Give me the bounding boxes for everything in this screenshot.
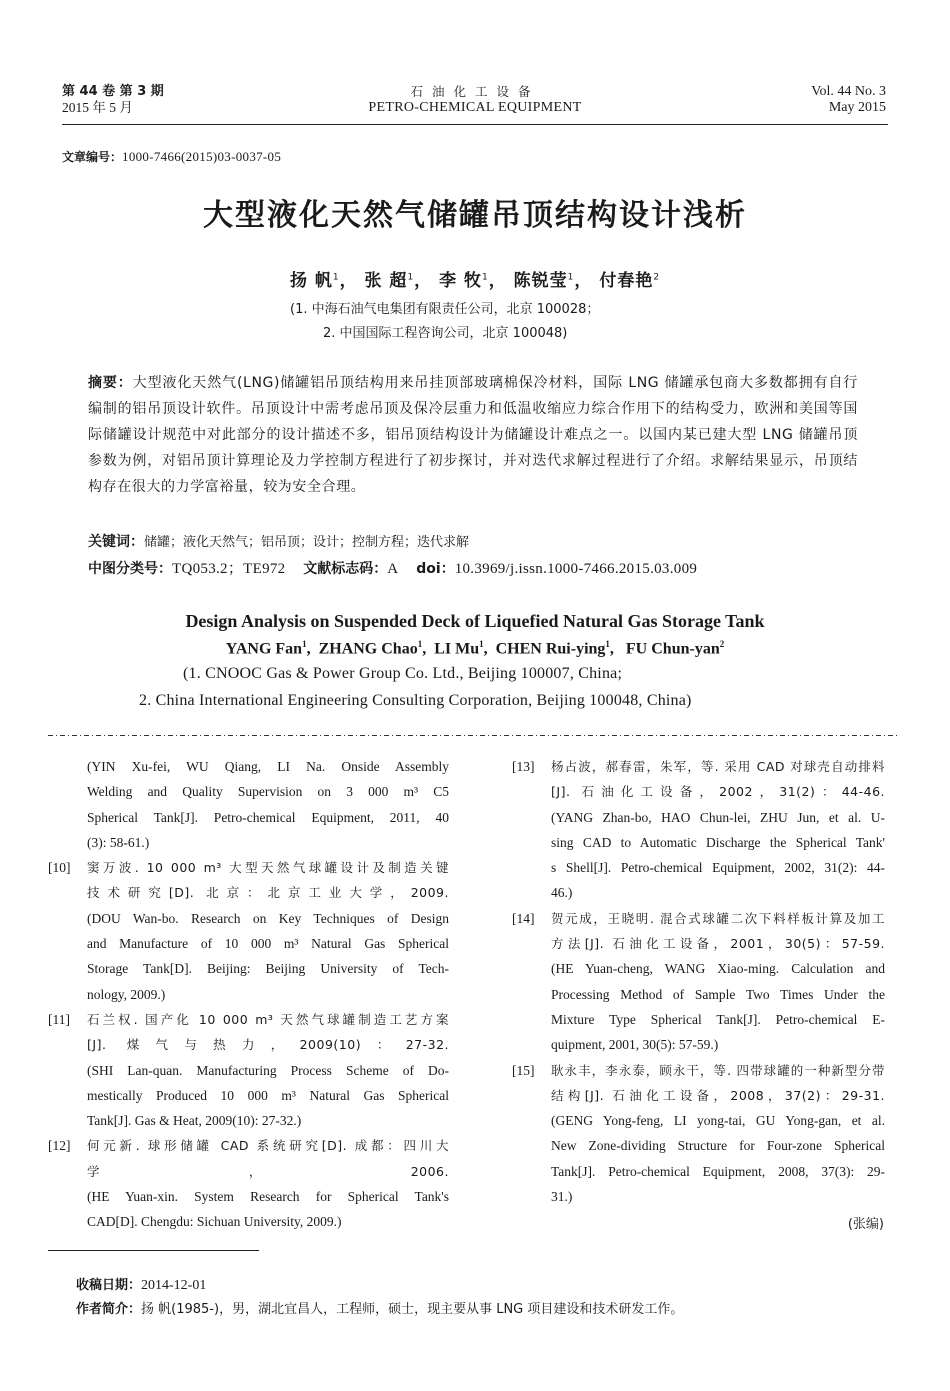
received-label: 收稿日期： [76,1278,142,1293]
reference-line: (DOU Wan-bo. Research on Key Techniques of Design [87,910,449,926]
reference-line: 技术研究[D]. 北京：北京工业大学，2009. [87,885,449,901]
author-aff-mark: 1 [482,272,489,283]
doi-value: 10.3969/j.issn.1000-7466.2015.03.009 [454,561,698,577]
reference-line: New Zone-dividing Structure for Four-zone Spherical [551,1138,885,1154]
reference-line: [J]. 煤气与热力，2009(10)：27-32. [87,1037,449,1053]
reference-line: sing CAD to Automatic Discharge the Spherical Tank' [551,834,885,850]
reference-number: [14] [512,910,535,926]
english-affiliation-2: 2. China International Engineering Consulting Corporation, Beijing 100048, China) [139,692,692,709]
article-number-value: 1000-7466(2015)03-0037-05 [122,149,282,164]
english-author-name: LI Mu [434,640,480,658]
clc-label: 中图分类号： [88,561,172,577]
keywords-label: 关键词： [88,534,144,550]
received-date [76,1274,206,1294]
article-number-label: 文章编号： [62,150,123,164]
author-bio-label: 作者简介： [76,1302,142,1317]
abstract-label: 摘要： [88,375,133,391]
reference-line: 学，2006. [87,1163,449,1179]
reference-line: 结构[J]. 石油化工设备，2008，37(2)：29-31. [551,1087,885,1103]
doc-code-label: 文献标志码： [303,561,388,577]
reference-line: 贺元成，王晓明. 混合式球罐二次下料样板计算及加工 [551,910,885,926]
reference-line: Welding and Quality Supervision on 3 000 m³ C5 [87,784,449,800]
reference-line: CAD[D]. Chengdu: Sichuan University, 2009.) [87,1214,342,1230]
reference-line: and Manufacture of 10 000 m³ Natural Gas Spherical [87,936,449,952]
editor-note: (张编) [847,1217,884,1232]
reference-line: quipment, 2001, 30(5): 57-59.) [551,1037,719,1053]
reference-line: (YIN Xu-fei, WU Qiang, LI Na. Onside Assembly [87,759,449,774]
reference-line: mestically Produced 10 000 m³ Natural Gas Spherical [87,1087,449,1103]
english-author-name: ZHANG Chao [318,640,418,658]
journal-name-cn: 石油化工设备 [410,84,540,99]
reference-item [48,1133,449,1234]
author-aff-mark: 1 [407,272,415,283]
author-list: 扬 帆$^1$， 张 超$^1$， 李 牧$^1$， 陈锐莹$^1$， 付春艳$^2$ [289,271,661,291]
reference-line: [J]. 石油化工设备，2002，31(2)：44-46. [551,784,885,800]
english-author-name: YANG Fan [225,640,303,658]
reference-line: (3): 58-61.) [87,834,150,850]
english-author-aff-mark: 1 [417,639,423,649]
reference-line: (HE Yuan-xin. System Research for Spherical Tank's [87,1189,449,1205]
author-name: 扬 帆 [289,271,333,291]
reference-item [512,1058,885,1210]
article-number [62,148,281,165]
issue-volume: 第 44 卷 第 3 期 [62,84,164,99]
english-author-aff-mark: 1 [479,639,484,649]
issue-info-en [811,84,886,116]
reference-number: [10] [48,860,71,876]
reference-line: 何元新. 球形储罐 CAD 系统研究[D]. 成都：四川大 [87,1138,449,1154]
reference-line: Mixture Type Spherical Tank[J]. Petro-chemical E- [551,1011,885,1027]
author-aff-mark: 1 [332,272,340,283]
reference-line: Processing Method of Sample Two Times Under the [551,986,885,1002]
reference-item [48,855,449,1007]
reference-item [48,754,449,855]
issue-date-en: May 2015 [828,100,886,115]
reference-line: (HE Yuan-cheng, WANG Xiao-ming. Calculation and [551,961,885,977]
reference-line: Spherical Tank[J]. Petro-chemical Equipment, 2011, 40 [87,809,449,825]
author-bio [76,1298,683,1317]
reference-item [48,1007,449,1133]
journal-name [330,84,620,116]
issue-date: 2015 年 5 月 [62,100,133,115]
reference-line: 31.) [551,1189,573,1205]
author-name: 付春艳 [599,271,654,291]
english-author-aff-mark: 2 [719,639,725,649]
issue-info [62,84,164,116]
issue-volume-en: Vol. 44 No. 3 [811,84,886,99]
classification-line [88,557,697,578]
author-name: 张 超 [364,271,408,291]
doc-code-value: A [387,561,399,577]
english-author-list: YANG Fan$^1$, ZHANG Chao$^1$, LI Mu$^1$, CHEN Rui-ying$^1$, FU Chun-yan$^2$ [225,639,725,658]
english-author-name: FU Chun-yan [625,640,720,658]
footnote-rule [48,1250,259,1251]
reference-line: 窦万波. 10 000 m³ 大型天然气球罐设计及制造关键 [87,860,449,876]
english-author-aff-mark: 1 [605,639,610,649]
reference-line: 方法[J]. 石油化工设备，2001，30(5)：57-59. [551,936,885,952]
keywords [88,531,469,551]
author-bio-value: 扬 帆(1985-)，男，湖北宜昌人，工程师，硕士，现主要从事 LNG 项目建设和技术研发工作。 [141,1302,684,1317]
author-aff-mark: 2 [653,272,661,283]
reference-line: (YANG Zhan-bo, HAO Chun-lei, ZHU Jun, et al. U- [551,809,885,825]
reference-line: Tank[J]. Petro-chemical Equipment, 2008, 37(3): 29- [551,1163,885,1179]
journal-name-en: PETRO-CHEMICAL EQUIPMENT [368,100,582,115]
reference-line: s Shell[J]. Petro-chemical Equipment, 2002, 31(2): 44- [551,860,885,876]
english-author-aff-mark: 1 [302,639,307,649]
reference-number: [13] [512,759,535,774]
keywords-value: 储罐；液化天然气；铝吊顶；设计；控制方程；迭代求解 [144,535,470,550]
dashed-divider [48,734,900,737]
references-left-column [48,754,449,1235]
doi-label: doi： [416,561,455,577]
paper-title: 大型液化天然气储罐吊顶结构设计浅析 [203,198,747,233]
reference-number: [15] [512,1062,535,1078]
reference-line: 杨占波，郝春雷，朱军，等. 采用 CAD 对球壳自动排料 [551,759,885,774]
references-right-column [512,754,885,1209]
reference-line: (GENG Yong-feng, LI yong-tai, GU Yong-gan, et al. [551,1113,885,1129]
received-value: 2014-12-01 [141,1278,207,1293]
author-aff-mark: 1 [567,272,575,283]
reference-line: 石兰权. 国产化 10 000 m³ 天然气球罐制造工艺方案 [87,1011,449,1027]
english-title: Design Analysis on Suspended Deck of Liquefied Natural Gas Storage Tank [185,611,765,631]
author-name: 陈锐莹 [513,271,568,291]
reference-line: 耿永丰，李永泰，顾永干，等. 四带球罐的一种新型分带 [551,1062,885,1078]
reference-line: nology, 2009.) [87,986,166,1002]
reference-line: 46.) [551,885,573,901]
reference-number: [12] [48,1138,71,1154]
clc-value: TQ053.2；TE972 [172,561,286,577]
abstract [88,370,858,500]
reference-item [512,754,885,906]
header-rule [62,124,888,125]
reference-line: (SHI Lan-quan. Manufacturing Process Scheme of Do- [87,1062,449,1078]
english-affiliation-1: (1. CNOOC Gas & Power Group Co. Ltd., Beijing 100007, China; [183,665,623,682]
author-name: 李 牧 [439,271,483,291]
reference-line: Storage Tank[D]. Beijing: Beijing University of Tech- [87,961,449,977]
affiliation-2: 2. 中国国际工程咨询公司，北京 100048) [323,326,568,341]
reference-item [512,906,885,1058]
reference-line: Tank[J]. Gas & Heat, 2009(10): 27-32.) [87,1113,302,1129]
english-author-name: CHEN Rui-ying [495,640,606,658]
reference-number: [11] [48,1011,70,1027]
abstract-text: 大型液化天然气(LNG)储罐铝吊顶结构用来吊挂顶部玻璃棉保冷材料，国际 LNG 储罐承包商大多数都拥有自行编制的铝吊顶设计软件。吊顶设计中需考虑吊顶及保冷层重力和低温收缩应力综合作用下的结构受力，欧洲和美国等国际储罐设计规范中对此部分的设计描述不多，铝吊顶结构设计为储罐设计难点之一。以国内某已建大型 LNG 储罐吊顶参数为例，对铝吊顶计算理论及力学控制方程进行了初步探讨，并对迭代求解过程进行了介绍。求解结果显示，吊顶结构存在很大的力学富裕量，较为安全合理。 [88,375,858,495]
affiliation-1: (1. 中海石油气电集团有限责任公司，北京 100028； [290,302,600,317]
